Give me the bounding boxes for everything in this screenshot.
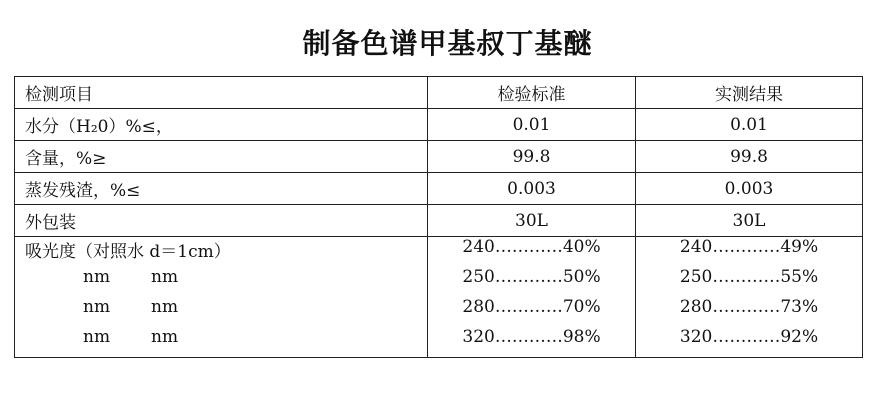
row-item: 蒸发残渣，%≤ [15, 173, 428, 205]
row-result: 0.003 [636, 173, 863, 205]
table-row [15, 173, 863, 205]
row-standard: 99.8 [428, 141, 636, 173]
table-row [15, 141, 863, 173]
row-item: 含量，%≥ [15, 141, 428, 173]
unit-label: nm [83, 327, 111, 347]
absorbance-standard-value: 250…………50% [462, 267, 601, 287]
absorbance-result-cell [636, 237, 863, 358]
absorbance-result-value: 250…………55% [679, 267, 819, 287]
table-row [15, 205, 863, 237]
document-title: 制备色谱甲基叔丁基醚 [302, 27, 593, 60]
unit-label: nm [151, 297, 179, 317]
row-standard: 0.003 [428, 173, 636, 205]
row-item: 水分（H₂0）%≤， [15, 109, 428, 141]
row-item: 外包装 [15, 205, 428, 237]
row-result: 0.01 [636, 109, 863, 141]
header-row [15, 77, 863, 109]
unit-line [25, 327, 417, 357]
absorbance-label: 吸光度（对照水 d＝1cm） [25, 242, 231, 262]
header-standard: 检验标准 [428, 77, 636, 109]
absorbance-item-cell [15, 237, 428, 358]
table-row [15, 109, 863, 141]
unit-label: nm [151, 327, 179, 347]
row-result: 99.8 [636, 141, 863, 173]
unit-label: nm [83, 267, 111, 287]
absorbance-standard-value: 320…………98% [462, 327, 601, 347]
unit-label: nm [83, 297, 111, 317]
absorbance-result-value: 280…………73% [679, 297, 819, 317]
absorbance-standard-cell [428, 237, 636, 358]
row-standard: 30L [428, 205, 636, 237]
header-item: 检测项目 [15, 77, 428, 109]
absorbance-result-value: 240…………49% [679, 237, 819, 257]
unit-line [25, 267, 417, 297]
absorbance-row [15, 237, 863, 358]
absorbance-standard-value: 280…………70% [462, 297, 601, 317]
unit-line [25, 297, 417, 327]
row-standard: 0.01 [428, 109, 636, 141]
row-result: 30L [636, 205, 863, 237]
absorbance-standard-value: 240…………40% [462, 237, 601, 257]
absorbance-result-value: 320…………92% [679, 327, 819, 347]
spec-table [14, 76, 863, 358]
unit-label: nm [151, 267, 179, 287]
header-result: 实测结果 [636, 77, 863, 109]
